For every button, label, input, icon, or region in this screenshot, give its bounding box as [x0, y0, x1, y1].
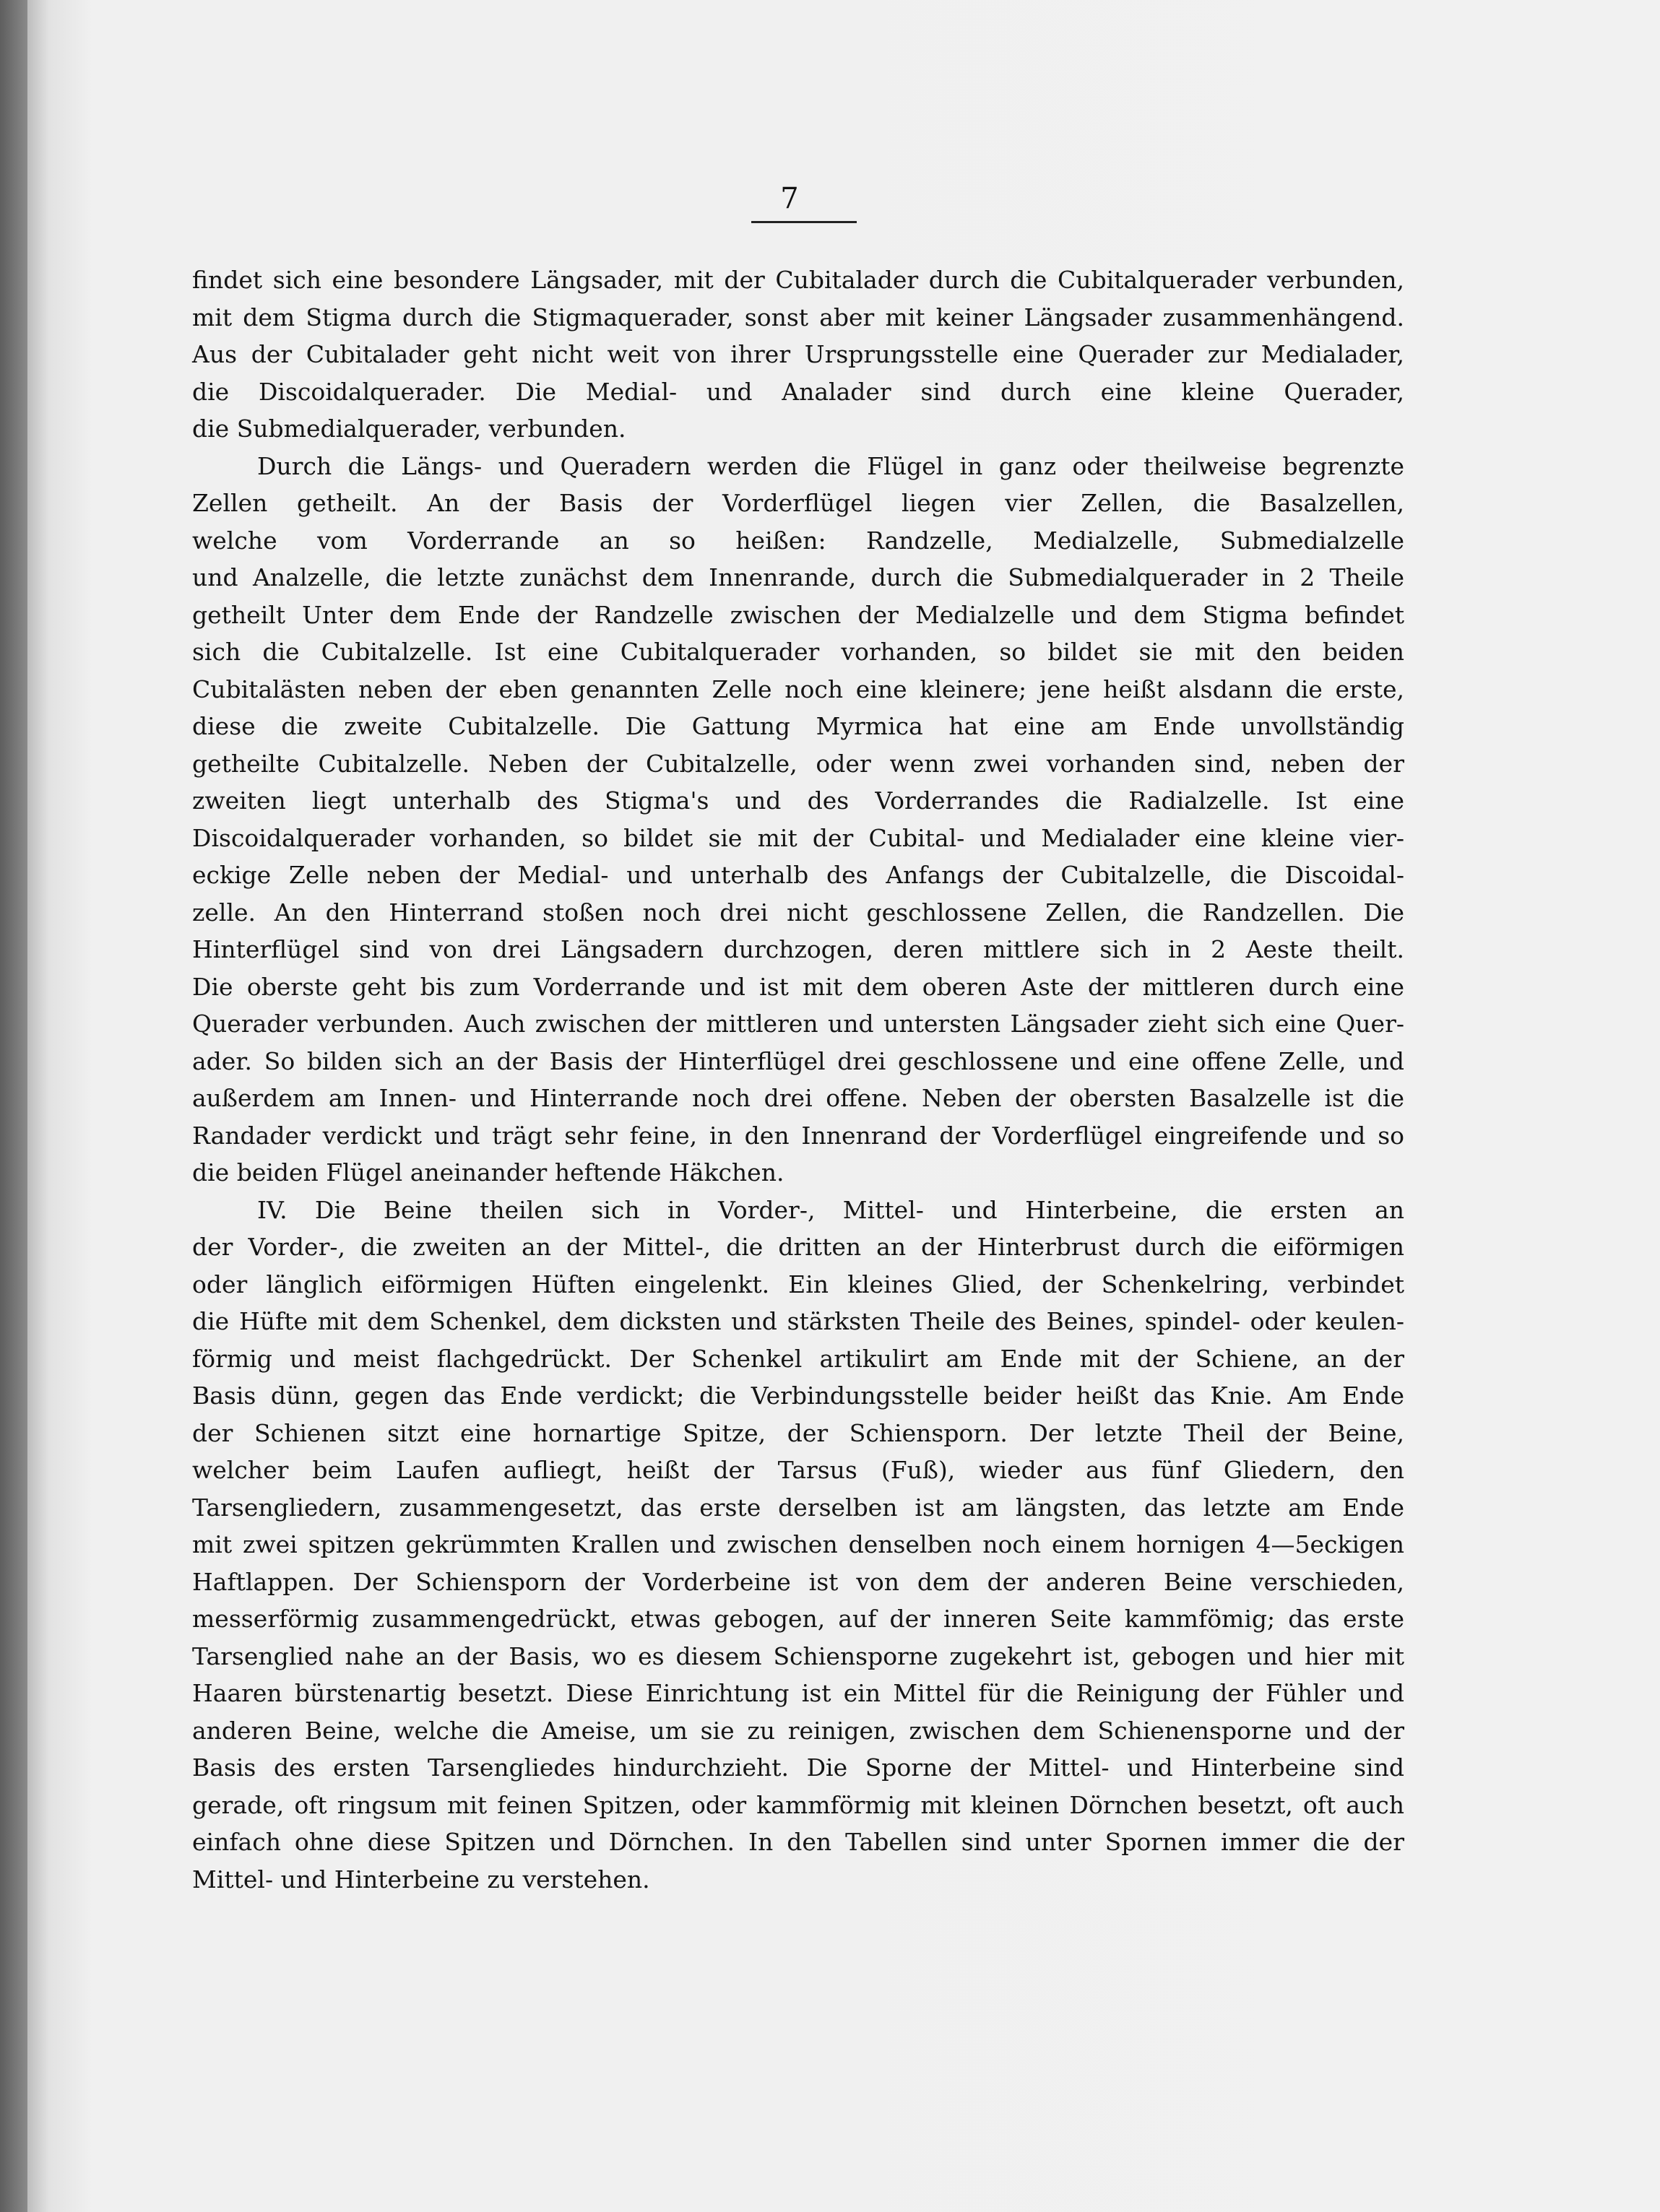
text-line: ader. So bilden sich an der Basis der Hinterflügel drei geschlossene und eine offene Zelle, und	[192, 1046, 1404, 1075]
text-line: Zellen getheilt. An der Basis der Vorderflügel liegen vier Zellen, die Basalzellen,	[192, 489, 1404, 517]
document-page	[27, 0, 1660, 2212]
text-line: getheilte Cubitalzelle. Neben der Cubitalzelle, oder wenn zwei vorhanden sind, neben der	[192, 749, 1404, 778]
text-line: Haaren bürstenartig besetzt. Diese Einrichtung ist ein Mittel für die Reinigung der Fühler und	[192, 1679, 1404, 1707]
text-line: außerdem am Innen- und Hinterrande noch drei offene. Neben der obersten Basalzelle ist die	[192, 1084, 1404, 1112]
text-line: Mittel- und Hinterbeine zu verstehen.	[192, 1865, 650, 1894]
text-line: der Vorder-, die zweiten an der Mittel-, die dritten an der Hinterbrust durch die eiförmigen	[192, 1233, 1404, 1261]
text-line: einfach ohne diese Spitzen und Dörnchen. In den Tabellen sind unter Spornen immer die der	[192, 1828, 1404, 1856]
text-line: förmig und meist flachgedrückt. Der Schenkel artikulirt am Ende mit der Schiene, an der	[192, 1344, 1404, 1373]
text-line: anderen Beine, welche die Ameise, um sie zu reinigen, zwischen dem Schienensporne und der	[192, 1716, 1404, 1745]
body-text	[192, 261, 1404, 1898]
text-line: mit dem Stigma durch die Stigmaquerader, sonst aber mit keiner Längsader zusammenhängend.	[192, 303, 1404, 331]
text-line: die Discoidalquerader. Die Medial- und Analader sind durch eine kleine Querader,	[192, 377, 1404, 406]
text-line: welcher beim Laufen aufliegt, heißt der Tarsus (Fuß), wieder aus fünf Gliedern, den	[192, 1456, 1404, 1484]
text-line: Hinterflügel sind von drei Längsadern durchzogen, deren mittlere sich in 2 Aeste theilt.	[192, 935, 1404, 963]
text-line: die beiden Flügel aneinander heftende Häkchen.	[192, 1158, 784, 1187]
book-binding-shadow	[0, 0, 27, 2212]
text-line: Die oberste geht bis zum Vorderrande und ist mit dem oberen Aste der mittleren durch eine	[192, 972, 1404, 1001]
text-line: Basis dünn, gegen das Ende verdickt; die Verbindungsstelle beider heißt das Knie. Am Ende	[192, 1382, 1404, 1410]
text-line: getheilt Unter dem Ende der Randzelle zwischen der Medialzelle und dem Stigma befindet	[192, 600, 1404, 629]
page-number: 7	[780, 182, 799, 215]
text-line: Durch die Längs- und Queradern werden die Flügel in ganz oder theilweise begrenzte	[257, 451, 1404, 480]
text-line: Haftlappen. Der Schiensporn der Vorderbeine ist von dem der anderen Beine verschieden,	[192, 1567, 1404, 1596]
text-line: diese die zweite Cubitalzelle. Die Gattung Myrmica hat eine am Ende unvollständig	[192, 712, 1404, 740]
text-line: gerade, oft ringsum mit feinen Spitzen, oder kammförmig mit kleinen Dörnchen besetzt, oft auch	[192, 1790, 1404, 1819]
text-line: IV. Die Beine theilen sich in Vorder-, Mittel- und Hinterbeine, die ersten an	[257, 1195, 1404, 1224]
text-line: oder länglich eiförmigen Hüften eingelenkt. Ein kleines Glied, der Schenkelring, verbindet	[192, 1270, 1404, 1298]
text-line: eckige Zelle neben der Medial- und unterhalb des Anfangs der Cubitalzelle, die Discoidal-	[192, 861, 1404, 889]
text-line: Aus der Cubitalader geht nicht weit von ihrer Ursprungsstelle eine Querader zur Medialader,	[192, 340, 1404, 368]
text-line: welche vom Vorderrande an so heißen: Randzelle, Medialzelle, Submedialzelle	[192, 526, 1404, 555]
text-line: Discoidalquerader vorhanden, so bildet sie mit der Cubital- und Medialader eine kleine vier-	[192, 823, 1404, 852]
text-line: mit zwei spitzen gekrümmten Krallen und zwischen denselben noch einem hornigen 4—5eckigen	[192, 1530, 1404, 1558]
text-line: sich die Cubitalzelle. Ist eine Cubitalquerader vorhanden, so bildet sie mit den beiden	[192, 638, 1404, 666]
text-line: Basis des ersten Tarsengliedes hindurchzieht. Die Sporne der Mittel- und Hinterbeine sind	[192, 1753, 1404, 1782]
text-line: Tarsengliedern, zusammengesetzt, das erste derselben ist am längsten, das letzte am Ende	[192, 1493, 1404, 1522]
text-line: die Submedialquerader, verbunden.	[192, 415, 626, 443]
text-line: Randader verdickt und trägt sehr feine, in den Innenrand der Vorderflügel eingreifende und so	[192, 1121, 1404, 1150]
text-line: Cubitalästen neben der eben genannten Zelle noch eine kleinere; jene heißt alsdann die erste,	[192, 675, 1404, 703]
text-line: Querader verbunden. Auch zwischen der mittleren und untersten Längsader zieht sich eine Quer-	[192, 1010, 1404, 1038]
text-line: messerförmig zusammengedrückt, etwas gebogen, auf der inneren Seite kammfömig; das erste	[192, 1605, 1404, 1633]
text-line: die Hüfte mit dem Schenkel, dem dicksten und stärksten Theile des Beines, spindel- oder keulen-	[192, 1307, 1404, 1335]
text-line: zelle. An den Hinterrand stoßen noch drei nicht geschlossene Zellen, die Randzellen. Die	[192, 898, 1404, 927]
header-rule	[751, 221, 857, 223]
text-line: Tarsenglied nahe an der Basis, wo es diesem Schiensporne zugekehrt ist, gebogen und hier mit	[192, 1641, 1404, 1670]
text-line: findet sich eine besondere Längsader, mit der Cubitalader durch die Cubitalquerader verbunden,	[192, 266, 1404, 294]
text-line: zweiten liegt unterhalb des Stigma's und des Vorderrandes die Radialzelle. Ist eine	[192, 786, 1404, 815]
text-line: der Schienen sitzt eine hornartige Spitze, der Schiensporn. Der letzte Theil der Beine,	[192, 1418, 1404, 1447]
text-line: und Analzelle, die letzte zunächst dem Innenrande, durch die Submedialquerader in 2 Theile	[192, 563, 1404, 591]
